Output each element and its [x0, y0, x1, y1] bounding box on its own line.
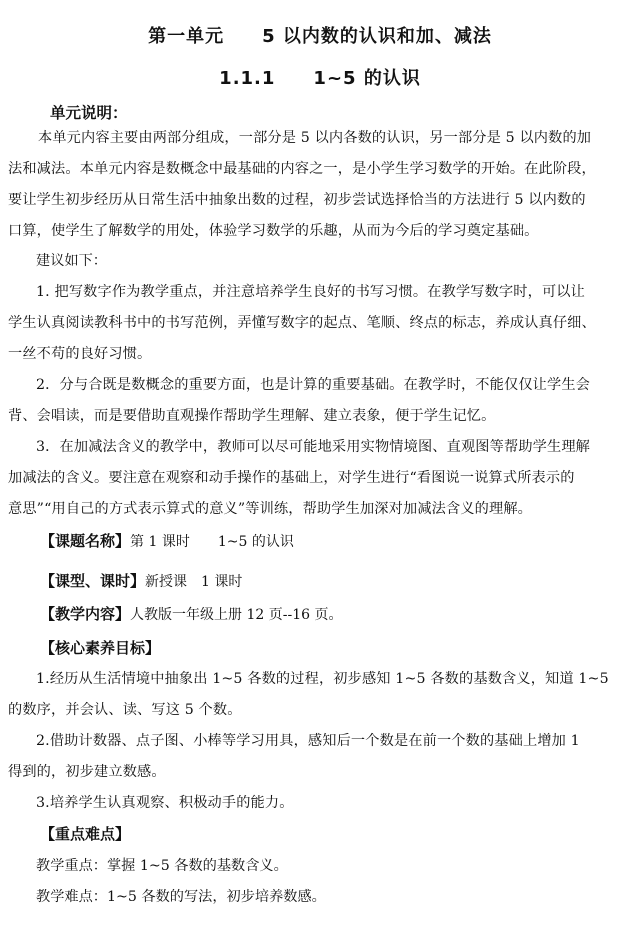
- goal-line: 的数序，并会认、读、写这 5 个数。: [8, 702, 242, 718]
- teaching-content-label: 【教学内容】: [40, 605, 131, 623]
- lesson-type-row: [40, 570, 242, 593]
- unit-title: 第一单元 5 以内数的认识和加、减法: [148, 26, 492, 47]
- teaching-focus: 教学重点：掌握 1~5 各数的基数含义。: [36, 858, 288, 874]
- suggestion-line: 1. 把写数字作为教学重点，并注意培养学生良好的书写习惯。在教学写数字时，可以让: [36, 284, 585, 300]
- goal-line: 1.经历从生活情境中抽象出 1~5 各数的过程，初步感知 1~5 各数的基数含义，知道 1~5: [36, 671, 609, 687]
- suggestion-line: 背、会唱读，而是要借助直观操作帮助学生理解、建立表象，便于学生记忆。: [8, 408, 496, 424]
- unit-description-line: 要让学生初步经历从日常生活中抽象出数的过程，初步尝试选择恰当的方法进行 5 以内数的: [8, 192, 586, 208]
- goal-line: 得到的，初步建立数感。: [8, 764, 166, 780]
- suggestion-line: 一丝不苟的良好习惯。: [8, 346, 152, 362]
- suggestion-line: 2．分与合既是数概念的重要方面，也是计算的重要基础。在教学时，不能仅仅让学生会: [36, 377, 591, 393]
- teaching-content-value: 人教版一年级上册 12 页--16 页。: [130, 607, 343, 623]
- goal-line: 3.培养学生认真观察、积极动手的能力。: [36, 795, 294, 811]
- goal-line: 2.借助计数器、点子图、小棒等学习用具，感知后一个数是在前一个数的基础上增加 1: [36, 733, 580, 749]
- suggestion-line: 学生认真阅读教科书中的书写范例，弄懂写数字的起点、笔顺、终点的标志，养成认真仔细、: [8, 315, 596, 331]
- goals-heading: 【核心素养目标】: [40, 639, 161, 657]
- unit-description-line: 口算，使学生了解数学的用处，体验学习数学的乐趣，从而为今后的学习奠定基础。: [8, 223, 539, 239]
- lesson-type-label: 【课型、课时】: [40, 572, 146, 590]
- teaching-difficulty: 教学难点：1~5 各数的写法，初步培养数感。: [36, 889, 326, 905]
- lesson-name-label: 【课题名称】: [40, 532, 131, 550]
- suggestion-line: 意思”“用自己的方式表示算式的意义”等训练，帮助学生加深对加减法含义的理解。: [8, 501, 533, 517]
- unit-description-line: 法和减法。本单元内容是数概念中最基础的内容之一，是小学生学习数学的开始。在此阶段，: [8, 161, 596, 177]
- lesson-name-row: [40, 530, 294, 553]
- key-points-heading: 【重点难点】: [40, 825, 131, 843]
- suggestion-line: 加减法的含义。要注意在观察和动手操作的基础上，对学生进行“看图说一说算式所表示的: [8, 470, 575, 486]
- suggestion-line: 3．在加减法含义的教学中，教师可以尽可能地采用实物情境图、直观图等帮助学生理解: [36, 439, 591, 455]
- lesson-type-value: 新授课 1 课时: [145, 574, 243, 590]
- suggestions-intro: 建议如下：: [36, 253, 107, 269]
- teaching-content-row: [40, 603, 342, 626]
- unit-description-heading: 单元说明：: [50, 104, 128, 122]
- lesson-name-value: 第 1 课时 1~5 的认识: [130, 534, 294, 550]
- unit-description-line: 本单元内容主要由两部分组成，一部分是 5 以内各数的认识，另一部分是 5 以内数的加: [38, 130, 592, 146]
- lesson-number-title: 1.1.1 1~5 的认识: [219, 68, 421, 89]
